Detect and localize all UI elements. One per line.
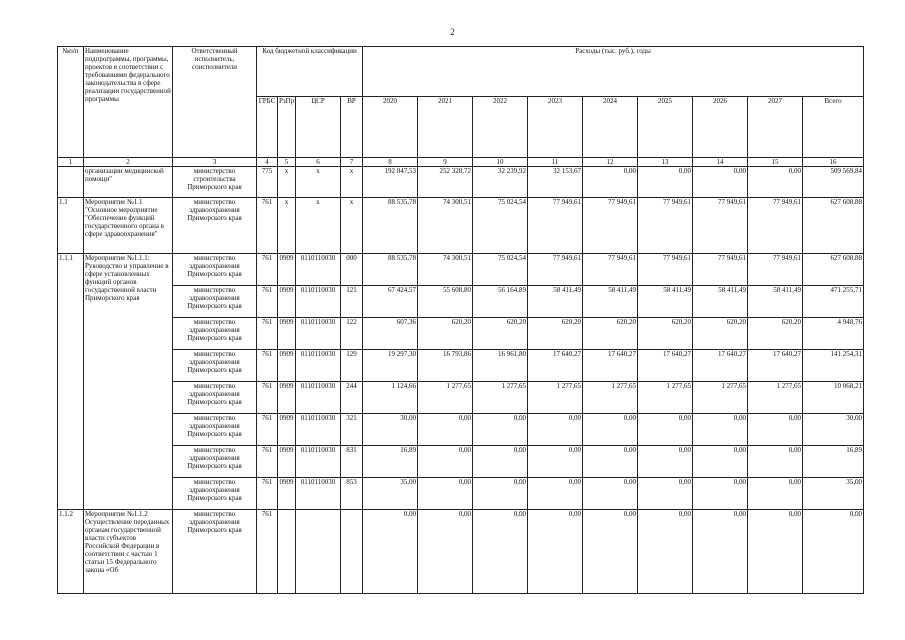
cell-value: 0,00 [528,510,583,594]
cell-value: 77 949,61 [693,198,748,254]
cell-vr: 244 [341,382,363,414]
cell-value: 55 608,80 [418,286,473,318]
header-year: 2025 [638,97,693,158]
column-number: 10 [473,158,528,167]
column-number: 14 [693,158,748,167]
cell-value: 75 024,54 [473,254,528,286]
cell-value: 17 640,27 [528,350,583,382]
cell-rzpr: x [278,198,296,254]
cell-total: 627 608,88 [803,254,864,286]
cell-value: 252 328,72 [418,167,473,198]
cell-value: 0,00 [748,446,803,478]
header-year: 2020 [363,97,418,158]
table-row [58,350,864,382]
row-executor: министерство здравоохранения Приморского края [173,318,257,350]
row-executor: министерство строительства Приморского края [173,167,257,198]
column-number: 15 [748,158,803,167]
table-row [58,382,864,414]
cell-value: 88 535,78 [363,198,418,254]
row-name: организации медицинской помощи" [84,167,173,198]
column-number-row [58,158,864,167]
cell-grbs: 761 [257,382,278,414]
cell-value: 0,00 [638,478,693,510]
header-budget-code: Код бюджетной классификации [257,47,363,97]
cell-value: 0,00 [473,478,528,510]
cell-value: 0,00 [418,414,473,446]
cell-csr: 0110110030 [296,318,341,350]
cell-grbs: 761 [257,446,278,478]
cell-value: 620,20 [638,318,693,350]
cell-total: 4 948,76 [803,318,864,350]
cell-rzpr [278,510,296,594]
cell-vr [341,510,363,594]
column-number: 3 [173,158,257,167]
cell-value: 1 277,65 [528,382,583,414]
cell-vr: x [341,198,363,254]
header-year: 2023 [528,97,583,158]
header-grbs: ГРБС [257,97,278,158]
column-number: 13 [638,158,693,167]
cell-value: 0,00 [473,510,528,594]
cell-rzpr: 0909 [278,318,296,350]
cell-value: 620,20 [748,318,803,350]
table-row [58,198,864,254]
cell-value: 56 164,89 [473,286,528,318]
column-number: 6 [296,158,341,167]
cell-value: 30,00 [363,414,418,446]
row-name: Мероприятие №1.1.2 Осуществление переданных органам государственной власти субъектов Российской Федерации в соответствии с частью 1 статьи 15 Федерального закона «Об [84,510,173,594]
cell-rzpr: x [278,167,296,198]
cell-value: 32 153,67 [528,167,583,198]
column-number: 11 [528,158,583,167]
column-number: 2 [84,158,173,167]
header-year: 2024 [583,97,638,158]
cell-value: 0,00 [583,510,638,594]
cell-grbs: 761 [257,254,278,286]
cell-value: 74 300,51 [418,198,473,254]
cell-rzpr: 0909 [278,446,296,478]
cell-value: 620,20 [528,318,583,350]
header-year: 2022 [473,97,528,158]
row-executor: министерство здравоохранения Приморского края [173,198,257,254]
cell-grbs: 761 [257,286,278,318]
cell-value: 0,00 [583,446,638,478]
header-rzpr: РзПр [278,97,296,158]
cell-total: 0,00 [803,510,864,594]
cell-total: 10 068,21 [803,382,864,414]
cell-value: 0,00 [583,414,638,446]
cell-value: 192 847,53 [363,167,418,198]
header-csr: ЦСР [296,97,341,158]
table-row [58,286,864,318]
row-name: Мероприятие №1.1.1: Руководство и управление в сфере установленных функций органов государственной власти Приморского края [84,254,173,510]
cell-value: 19 297,30 [363,350,418,382]
row-executor: министерство здравоохранения Приморского края [173,478,257,510]
page-number: 2 [450,27,455,37]
cell-vr: 122 [341,318,363,350]
cell-value: 58 411,49 [748,286,803,318]
cell-csr: 0110110030 [296,382,341,414]
cell-grbs: 761 [257,198,278,254]
table-row [58,414,864,446]
cell-value: 17 640,27 [583,350,638,382]
cell-value: 77 949,61 [528,198,583,254]
cell-value: 0,00 [693,414,748,446]
cell-value: 77 949,61 [583,254,638,286]
cell-rzpr: 0909 [278,350,296,382]
cell-csr: 0110110030 [296,254,341,286]
cell-value: 0,00 [748,510,803,594]
table-row [58,254,864,286]
row-executor: министерство здравоохранения Приморского края [173,254,257,286]
cell-value: 0,00 [473,446,528,478]
cell-value: 607,36 [363,318,418,350]
row-executor: министерство здравоохранения Приморского края [173,446,257,478]
cell-value: 0,00 [473,414,528,446]
cell-grbs: 775 [257,167,278,198]
cell-value: 0,00 [748,414,803,446]
cell-value: 1 124,66 [363,382,418,414]
cell-value: 620,20 [693,318,748,350]
header-num: №п/п [58,47,84,158]
cell-value: 75 024,54 [473,198,528,254]
cell-csr: x [296,167,341,198]
header-year: 2027 [748,97,803,158]
table-row [58,167,864,198]
cell-grbs: 761 [257,414,278,446]
column-number: 16 [803,158,864,167]
cell-value: 16 961,80 [473,350,528,382]
cell-vr: 831 [341,446,363,478]
row-num [58,167,84,198]
cell-total: 30,00 [803,414,864,446]
cell-csr: 0110110030 [296,446,341,478]
header-expenses: Расходы (тыс. руб.), годы [363,47,864,97]
cell-value: 1 277,65 [693,382,748,414]
cell-csr: 0110110030 [296,478,341,510]
cell-value: 32 239,92 [473,167,528,198]
row-executor: министерство здравоохранения Приморского края [173,510,257,594]
row-num: 1.1 [58,198,84,254]
row-executor: министерство здравоохранения Приморского края [173,350,257,382]
cell-value: 0,00 [363,510,418,594]
cell-value: 58 411,49 [638,286,693,318]
row-executor: министерство здравоохранения Приморского края [173,414,257,446]
cell-value: 77 949,61 [748,198,803,254]
cell-value: 77 949,61 [638,254,693,286]
row-num: 1.1.2 [58,510,84,594]
cell-value: 77 949,61 [638,198,693,254]
header-total: Всего [803,97,864,158]
cell-vr: 000 [341,254,363,286]
cell-value: 1 277,65 [583,382,638,414]
table-row [58,478,864,510]
cell-value: 17 640,27 [748,350,803,382]
cell-value: 17 640,27 [693,350,748,382]
column-number: 9 [418,158,473,167]
header-year: 2026 [693,97,748,158]
cell-value: 16 793,86 [418,350,473,382]
row-num: 1.1.1 [58,254,84,510]
row-name: Мероприятие №1.1 "Основное мероприятие "Обеспечение функций государственного органа в сфере здравоохранения" [84,198,173,254]
cell-value: 0,00 [638,446,693,478]
cell-value: 77 949,61 [748,254,803,286]
cell-value: 17 640,27 [638,350,693,382]
cell-vr: 121 [341,286,363,318]
cell-total: 509 569,84 [803,167,864,198]
cell-value: 0,00 [638,414,693,446]
cell-value: 0,00 [638,510,693,594]
cell-value: 0,00 [583,478,638,510]
cell-value: 0,00 [638,167,693,198]
header-name: Наименование подпрограммы, программы, проектов в соответствии с требованиями федерального законодательства в сфере реализации государственной программы [84,47,173,158]
cell-rzpr: 0909 [278,254,296,286]
cell-csr: 0110110030 [296,286,341,318]
cell-total: 141 254,31 [803,350,864,382]
cell-value: 0,00 [583,167,638,198]
cell-vr: 853 [341,478,363,510]
column-number: 4 [257,158,278,167]
cell-value: 1 277,65 [748,382,803,414]
cell-value: 0,00 [418,510,473,594]
cell-value: 1 277,65 [473,382,528,414]
cell-value: 0,00 [528,414,583,446]
column-number: 1 [58,158,84,167]
header-executor: Ответственный исполнитель, соисполнители [173,47,257,158]
budget-table [57,46,864,594]
cell-csr: 0110110030 [296,350,341,382]
cell-value: 77 949,61 [693,254,748,286]
cell-value: 0,00 [693,478,748,510]
cell-value: 0,00 [418,478,473,510]
column-number: 7 [341,158,363,167]
cell-vr: 129 [341,350,363,382]
table-row [58,510,864,594]
cell-value: 58 411,49 [528,286,583,318]
cell-value: 0,00 [693,446,748,478]
cell-value: 58 411,49 [693,286,748,318]
table-row [58,318,864,350]
header-year: 2021 [418,97,473,158]
cell-value: 58 411,49 [583,286,638,318]
column-number: 8 [363,158,418,167]
column-number: 5 [278,158,296,167]
header-vr: ВР [341,97,363,158]
cell-grbs: 761 [257,510,278,594]
cell-value: 0,00 [528,478,583,510]
cell-value: 16,89 [363,446,418,478]
cell-value: 620,20 [418,318,473,350]
cell-value: 35,00 [363,478,418,510]
cell-csr: x [296,198,341,254]
cell-value: 620,20 [473,318,528,350]
cell-total: 471 255,71 [803,286,864,318]
cell-vr: 321 [341,414,363,446]
cell-rzpr: 0909 [278,382,296,414]
cell-grbs: 761 [257,318,278,350]
cell-csr [296,510,341,594]
cell-total: 35,00 [803,478,864,510]
cell-grbs: 761 [257,478,278,510]
cell-value: 0,00 [528,446,583,478]
cell-value: 74 300,51 [418,254,473,286]
cell-total: 627 608,88 [803,198,864,254]
table-row [58,446,864,478]
cell-value: 1 277,65 [418,382,473,414]
cell-value: 1 277,65 [638,382,693,414]
cell-value: 0,00 [693,167,748,198]
cell-vr: x [341,167,363,198]
cell-rzpr: 0909 [278,414,296,446]
cell-csr: 0110110030 [296,414,341,446]
cell-total: 16,89 [803,446,864,478]
cell-grbs: 761 [257,350,278,382]
cell-rzpr: 0909 [278,286,296,318]
row-executor: министерство здравоохранения Приморского края [173,382,257,414]
cell-value: 77 949,61 [583,198,638,254]
cell-value: 0,00 [418,446,473,478]
cell-value: 77 949,61 [528,254,583,286]
cell-value: 620,20 [583,318,638,350]
cell-value: 67 424,57 [363,286,418,318]
column-number: 12 [583,158,638,167]
cell-value: 0,00 [748,167,803,198]
row-executor: министерство здравоохранения Приморского края [173,286,257,318]
cell-value: 88 535,78 [363,254,418,286]
cell-rzpr: 0909 [278,478,296,510]
cell-value: 0,00 [693,510,748,594]
cell-value: 0,00 [748,478,803,510]
